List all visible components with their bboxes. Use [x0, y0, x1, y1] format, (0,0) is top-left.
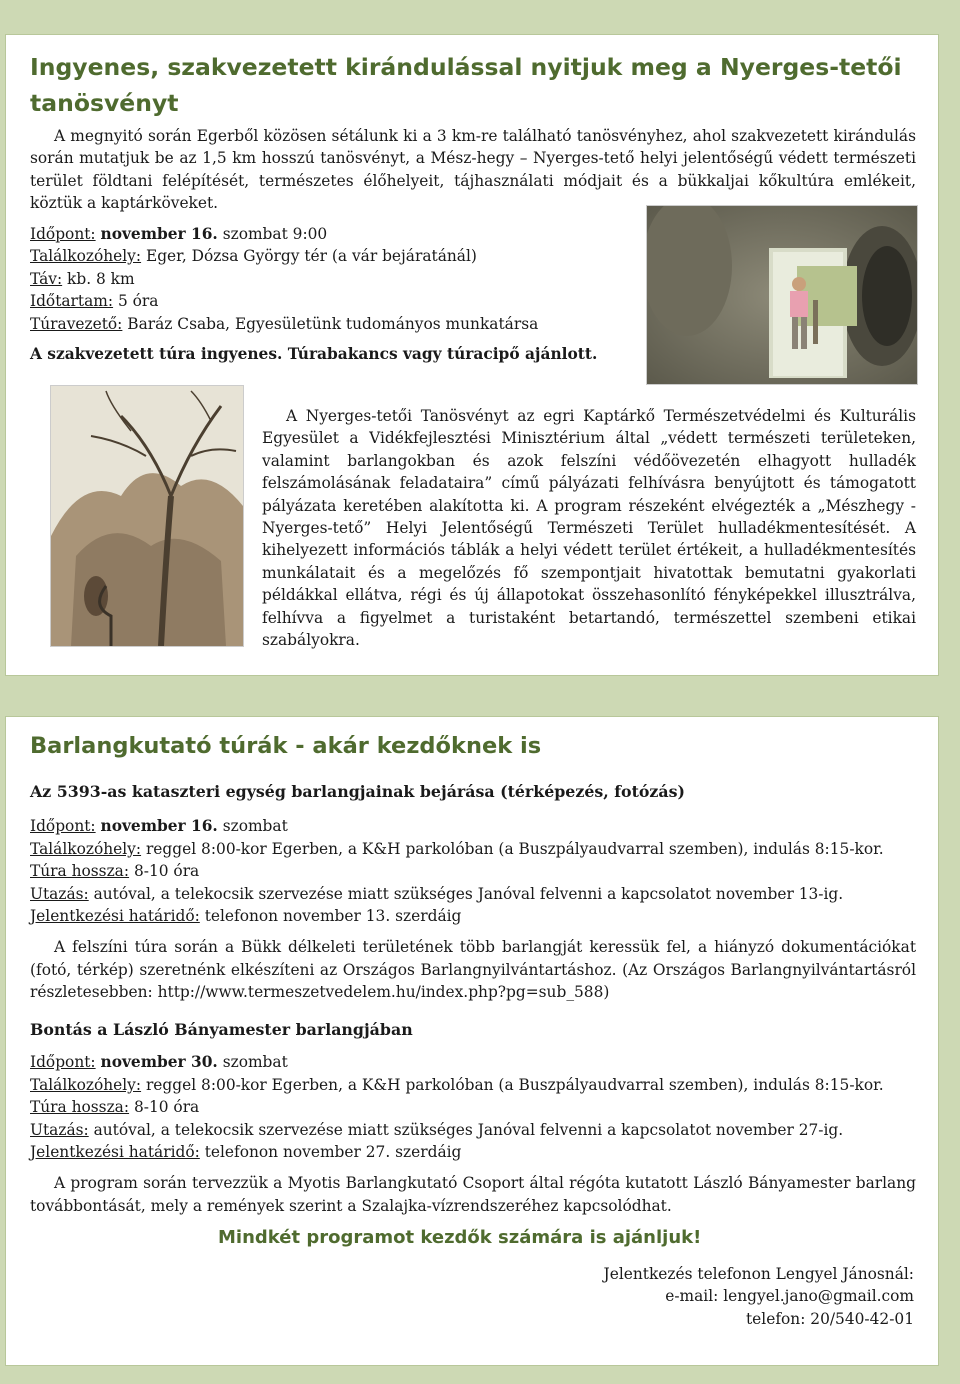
place-value: Eger, Dózsa György tér (a vár bejáratánál) [141, 247, 477, 266]
event2-time-date: november 30. [100, 1053, 218, 1072]
event1-length-row [30, 860, 916, 882]
contact-email[interactable]: e-mail: lengyel.jano@gmail.com [665, 1287, 914, 1306]
event1-travel-value: autóval, a telekocsik szervezése miatt szükséges Janóval felvenni a kapcsolatot november 13-ig. [88, 884, 844, 903]
event2-heading: Bontás a László Bányamester barlangjában [30, 1020, 413, 1039]
cave-doorway-photo [646, 205, 918, 385]
event2-length-row [30, 1096, 916, 1118]
event2-place-label: Találkozóhely: [30, 1075, 142, 1094]
event2-deadline-row [30, 1141, 916, 1163]
guide-value: Baráz Csaba, Egyesületünk tudományos munkatársa [122, 314, 539, 333]
article-title-2: Barlangkutató túrák - akár kezdőknek is [30, 733, 542, 759]
duration-row [30, 290, 597, 312]
contact-block [604, 1263, 914, 1330]
event-details [30, 223, 597, 365]
event2-block [30, 1019, 916, 1217]
distance-value: kb. 8 km [62, 269, 135, 288]
guide-row [30, 313, 597, 335]
guide-label: Túravezető: [30, 314, 123, 333]
event2-length-label: Túra hossza: [30, 1098, 130, 1117]
event1-description: A felszíni túra során a Bükk délkeleti területének több barlangját keressük fel, a hiányzó dokumentációkat (fotó, térkép) szeretnénk elkészíteni az Országos Barlangnyilvántartáshoz. (Az Országos Barlangnyilvántartásról részletesebben: http://www.termeszetvedelem.hu/index.php?pg=sub_588) [30, 938, 916, 1002]
duration-value: 5 óra [113, 292, 159, 311]
tanosveny-body-paragraph: A Nyerges-tetői Tanösvényt az egri Kaptárkő Természetvédelmi és Kulturális Egyesület a Vidékfejlesztési Minisztérium által „védett természeti területeken, valamint barlangokban és azok felszíni védőövezetén elhagyott hulladék felszámolásának feladataira” című pályázati felhívásra benyújtott és támogatott pályázata keretében alakította ki. A program részeként elvégezték a „Mészhegy - Nyerges-tető” Helyi Jelentőségű Természeti Terület hulladékmentesítését. A kihelyezett információs táblák a helyi védett terület értékeit, a hulladékmentesítés munkálatait és a megelőzés fő szempontjait hivatottak bemutatni gyakorlati példákkal ellátva, régi és új állapotokat összehasonlító fényképekkel illusztrálva, felhívva a figyelmet a turistaként betartandó, természettel szembeni etikai szabályokra. [262, 407, 916, 650]
time-label: Időpont: [30, 225, 96, 243]
event2-travel-row [30, 1119, 916, 1141]
distance-row [30, 268, 597, 290]
time-rest: szombat 9:00 [217, 225, 328, 243]
recommendation-slogan: Mindkét programot kezdők számára is ajánljuk! [218, 1227, 702, 1248]
article-barlangkutato [5, 716, 939, 1366]
cave-doorway-image [647, 206, 917, 384]
event2-place-row [30, 1074, 916, 1096]
event2-length-value: 8-10 óra [129, 1098, 200, 1117]
event1-deadline-value: telefonon november 13. szerdáig [199, 907, 462, 926]
place-label: Találkozóhely: [30, 247, 142, 266]
event2-time-row [30, 1051, 916, 1073]
event1-deadline-row [30, 905, 916, 927]
rock-tree-image [51, 386, 243, 646]
contact-intro: Jelentkezés telefonon Lengyel Jánosnál: [603, 1265, 914, 1283]
distance-label: Táv: [30, 269, 63, 288]
event2-deadline-label: Jelentkezési határidő: [30, 1143, 200, 1162]
event2-place-value: reggel 8:00-kor Egerben, a K&H parkolóban (a Buszpályaudvarral szemben), indulás 8:15-kor. [141, 1075, 884, 1094]
event1-length-label: Túra hossza: [30, 862, 130, 881]
duration-label: Időtartam: [30, 292, 114, 311]
event2-travel-label: Utazás: [30, 1120, 89, 1139]
event1-place-row [30, 838, 916, 860]
event2-travel-value: autóval, a telekocsik szervezése miatt szükséges Janóval felvenni a kapcsolatot november 27-ig. [88, 1120, 844, 1139]
place-row [30, 245, 597, 267]
article-tanosveny [5, 34, 939, 676]
time-date: november 16. [100, 225, 218, 243]
event2-description: A program során tervezzük a Myotis Barlangkutató Csoport által régóta kutatott László Bányamester barlang továbbontását, mely a remények szerint a Szalajka-vízrendszeréhez kapcsolódhat. [30, 1174, 916, 1215]
event1-time-rest: szombat [217, 817, 288, 836]
rock-tree-photo [50, 385, 244, 647]
event2-time-rest: szombat [217, 1053, 288, 1072]
event1-travel-row [30, 883, 916, 905]
event1-travel-label: Utazás: [30, 884, 89, 903]
event1-place-label: Találkozóhely: [30, 839, 142, 858]
article-title: Ingyenes, szakvezetett kirándulással nyitjuk meg a Nyerges-tetői tanösvényt [30, 53, 902, 117]
event1-time-date: november 16. [100, 817, 218, 836]
free-tour-note: A szakvezetett túra ingyenes. Túrabakancs vagy túracipő ajánlott. [30, 345, 598, 364]
event1-length-value: 8-10 óra [129, 862, 200, 881]
event1-time-label: Időpont: [30, 817, 96, 836]
time-row [30, 223, 597, 245]
event2-time-label: Időpont: [30, 1053, 96, 1072]
event1-heading: Az 5393-as kataszteri egység barlangjainak bejárása (térképezés, fotózás) [30, 782, 685, 801]
intro-paragraph: A megnyitó során Egerből közösen sétálunk ki a 3 km-re található tanösvényhez, ahol szakvezetett kirándulás során mutatjuk be az 1,5 km hosszú tanösvényt, a Mész-hegy – Nyerges-tető helyi jelentőségű védett természeti terület földtani felépítését, természetes élőhelyeit, tájhasználati módjait és a bükkaljai kőkultúra emlékeit, köztük a kaptárköveket. [30, 127, 916, 213]
contact-phone[interactable]: telefon: 20/540-42-01 [746, 1309, 914, 1328]
event1-deadline-label: Jelentkezési határidő: [30, 907, 200, 926]
event2-deadline-value: telefonon november 27. szerdáig [199, 1143, 462, 1162]
event1-time-row [30, 815, 916, 837]
event1-place-value: reggel 8:00-kor Egerben, a K&H parkolóban (a Buszpályaudvarral szemben), indulás 8:15-kor. [141, 839, 884, 858]
event1-block [30, 781, 916, 1004]
